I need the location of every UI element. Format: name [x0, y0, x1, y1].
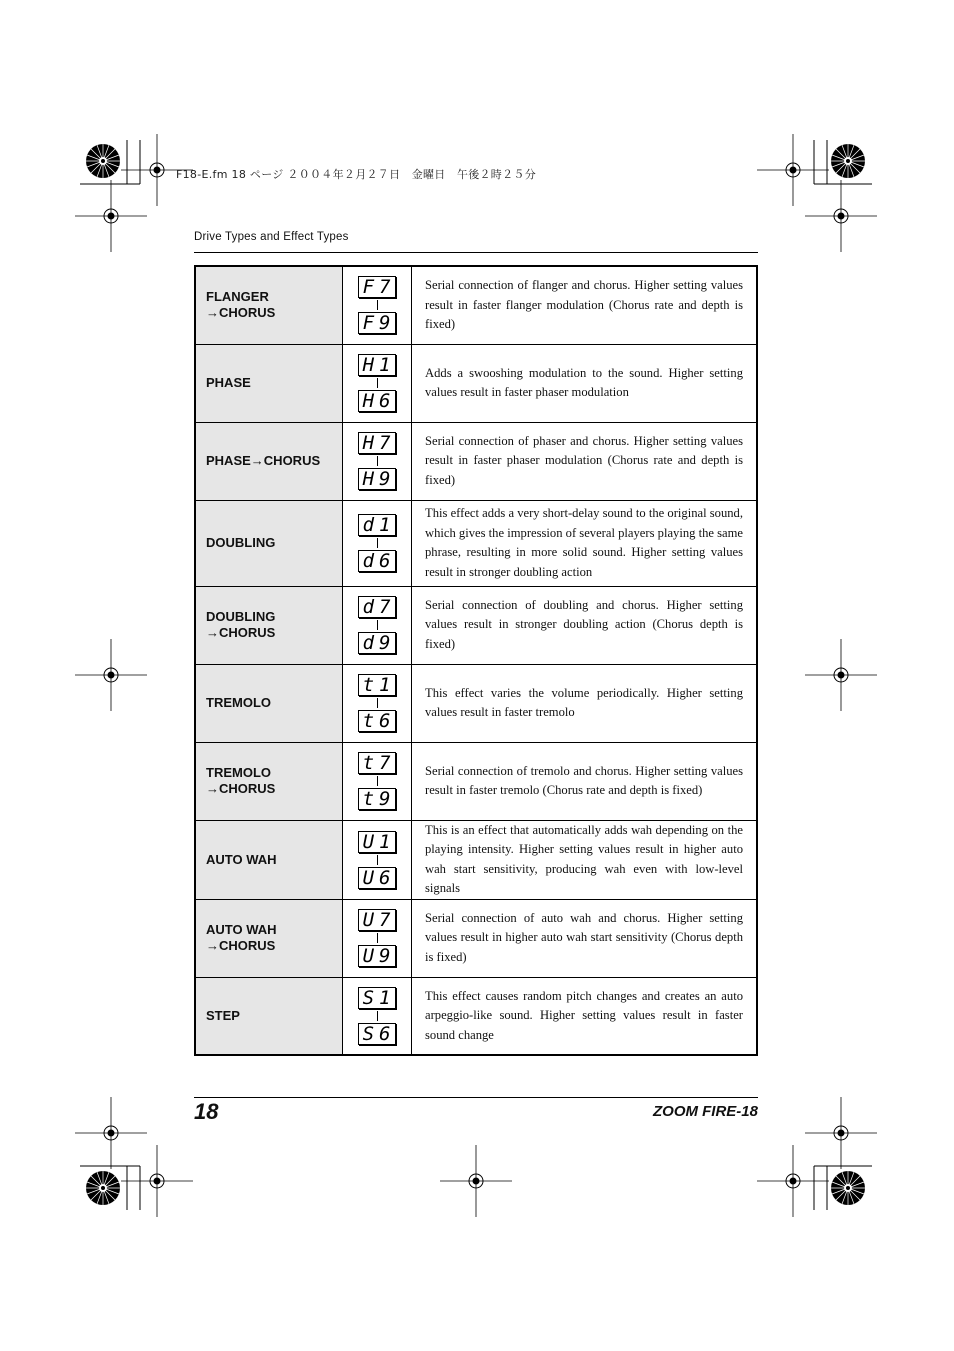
range-tick: [377, 1011, 378, 1021]
display-bottom: U6: [358, 867, 396, 889]
range-tick: [377, 378, 378, 388]
effect-name: [195, 977, 343, 1055]
table-row: [195, 664, 757, 742]
effect-name-line1: STEP: [206, 1007, 240, 1023]
table-row: [195, 742, 757, 820]
effect-description: Serial connection of flanger and chorus. Higher setting values result in faster flanger modulation (Chorus rate and depth is fixed): [412, 266, 758, 344]
display-top: t7: [358, 752, 396, 774]
table-row: [195, 899, 757, 977]
display-bottom: U9: [358, 945, 396, 967]
table-row: [195, 586, 757, 664]
display-top: F7: [358, 276, 396, 298]
effect-name: [195, 899, 343, 977]
display-bottom: t9: [358, 788, 396, 810]
effect-name-line1: AUTO WAH: [206, 851, 277, 867]
effect-description: This is an effect that automatically adds wah depending on the playing intensity. Higher setting values result in higher auto wah start sensitivity, producing wah even with low-level signals: [412, 820, 758, 899]
display-top: U1: [358, 831, 396, 853]
table-row: [195, 344, 757, 422]
display-range: [343, 586, 412, 664]
effect-name-line2: →CHORUS: [206, 625, 276, 640]
display-bottom: d6: [358, 550, 396, 572]
effect-name: [195, 266, 343, 344]
display-range: [343, 266, 412, 344]
range-tick: [377, 933, 378, 943]
effect-name: [195, 344, 343, 422]
effect-name-line1: PHASE: [206, 375, 251, 390]
range-tick: [377, 855, 378, 865]
display-bottom: H9: [358, 468, 396, 490]
display-range: [343, 664, 412, 742]
display-range: [343, 742, 412, 820]
effect-name-line1: TREMOLO: [206, 765, 271, 780]
display-range: [343, 500, 412, 586]
footer-rule: [194, 1097, 758, 1098]
table-row: [195, 820, 757, 899]
display-bottom: F9: [358, 312, 396, 334]
effect-name: [195, 664, 343, 742]
effect-name-line1: AUTO WAH: [206, 922, 277, 937]
print-info: F18-E.fm 18 ページ ２００４年２月２７日 金曜日 午後２時２５分: [176, 168, 536, 181]
table-row: [195, 422, 757, 500]
effect-name: [195, 586, 343, 664]
display-range: [343, 820, 412, 899]
product-name: ZOOM FIRE-18: [652, 1103, 758, 1120]
display-top: d1: [358, 514, 396, 536]
effect-description: This effect adds a very short-delay sound to the original sound, which gives the impression of several players playing the same phrase, resulting in more solid sound. Higher setting values result in stronger doubling action: [412, 500, 758, 586]
display-bottom: H6: [358, 390, 396, 412]
display-range: [343, 422, 412, 500]
effect-name-line2: →CHORUS: [206, 305, 276, 321]
effect-description: Serial connection of doubling and chorus. Higher setting values result in stronger doubling action (Chorus depth is fixed): [412, 586, 758, 664]
effect-name-line1: PHASE→CHORUS: [206, 453, 321, 468]
range-tick: [377, 456, 378, 466]
display-range: [343, 344, 412, 422]
effect-description: Serial connection of tremolo and chorus. Higher setting values result in faster tremolo (Chorus rate and depth is fixed): [412, 742, 758, 820]
effect-name: [195, 742, 343, 820]
display-bottom: d9: [358, 632, 396, 654]
effect-name: [195, 422, 343, 500]
display-range: [343, 899, 412, 977]
effect-name-line1: DOUBLING: [206, 535, 276, 550]
table-row: [195, 266, 757, 344]
range-tick: [377, 620, 378, 630]
display-bottom: S6: [358, 1023, 396, 1045]
display-top: H7: [358, 432, 396, 454]
effect-description: Serial connection of phaser and chorus. Higher setting values result in faster phaser modulation (Chorus rate and depth is fixed): [412, 422, 758, 500]
page-number: 18: [194, 1099, 219, 1124]
effect-types-table: [194, 265, 758, 1056]
section-title: Drive Types and Effect Types: [194, 231, 349, 243]
effect-name-line1: TREMOLO: [206, 695, 271, 710]
effect-name: [195, 500, 343, 586]
display-top: d7: [358, 596, 396, 618]
display-top: U7: [358, 909, 396, 931]
effect-name-line2: →CHORUS: [206, 781, 276, 796]
effect-description: This effect causes random pitch changes and creates an auto arpeggio-like sound. Higher setting values result in faster sound change: [412, 977, 758, 1055]
range-tick: [377, 698, 378, 708]
table-row: [195, 977, 757, 1055]
table-row: [195, 500, 757, 586]
effect-name: [195, 820, 343, 899]
display-bottom: t6: [358, 710, 396, 732]
display-top: t1: [358, 674, 396, 696]
header-rule: [194, 252, 758, 253]
display-top: H1: [358, 354, 396, 376]
effect-name-line1: FLANGER: [206, 289, 269, 305]
display-top: S1: [358, 987, 396, 1009]
range-tick: [377, 538, 378, 548]
effect-description: Adds a swooshing modulation to the sound. Higher setting values result in faster phaser modulation: [412, 344, 758, 422]
effect-name-line2: →CHORUS: [206, 938, 276, 953]
effect-description: Serial connection of auto wah and chorus. Higher setting values result in higher auto wah start sensitivity (Chorus depth is fixed): [412, 899, 758, 977]
range-tick: [377, 300, 378, 310]
display-range: [343, 977, 412, 1055]
effect-description: This effect varies the volume periodically. Higher setting values result in faster tremolo: [412, 664, 758, 742]
effect-name-line1: DOUBLING: [206, 609, 276, 624]
range-tick: [377, 776, 378, 786]
